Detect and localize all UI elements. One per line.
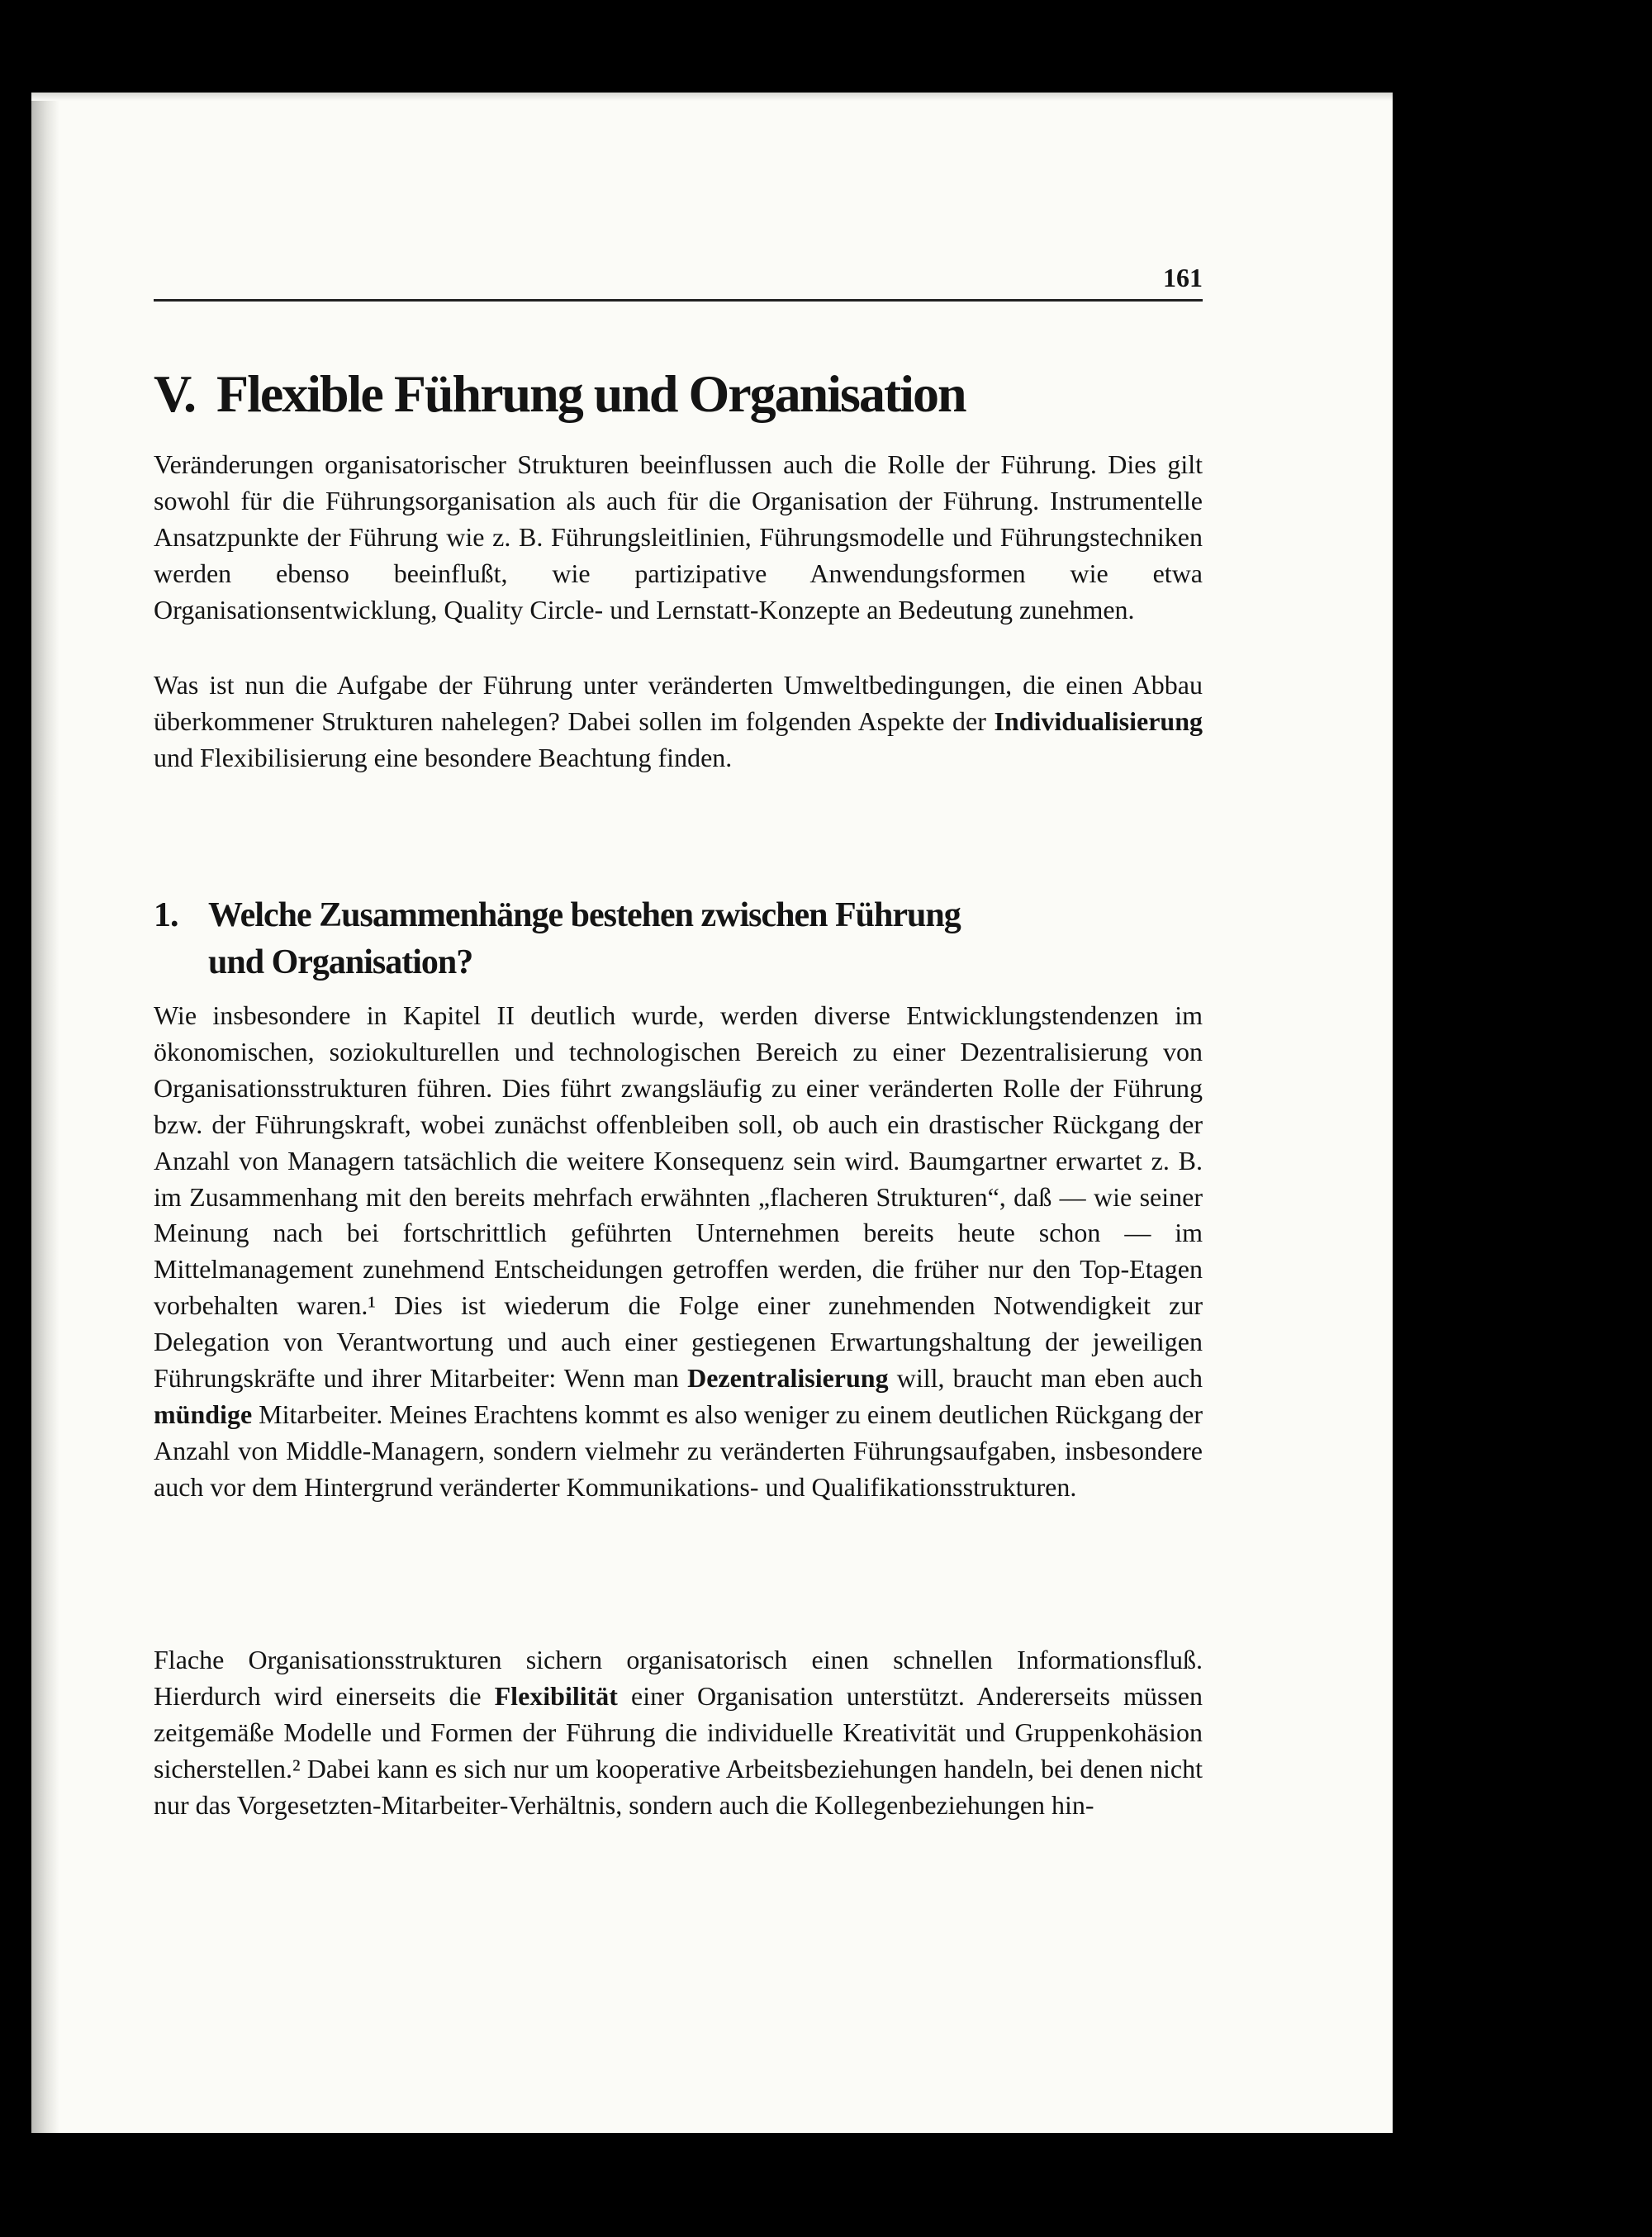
- body-paragraph-1: [154, 998, 1203, 1506]
- text-run: und Flexibilisierung eine besondere Beachtung finden.: [154, 742, 733, 772]
- text-run: einer Organisation unterstützt. Andererseits müssen zeitgemäße Modelle und Formen der Führung die individuelle Kreativität und Gruppenkohäsion sicherstellen.² Dabei kann es sich nur um kooperative Arbeitsbeziehungen handeln, bei denen nicht nur das Vorgesetzten-Mitarbeiter-Verhältnis, sondern auch die Kollegenbeziehungen hin-: [154, 1680, 1203, 1820]
- emphasized-term: Dezentralisierung: [687, 1363, 889, 1394]
- binding-shadow: [31, 93, 59, 2133]
- text-run: will, braucht man eben auch: [888, 1363, 1203, 1394]
- text-run: Veränderungen organisatorischer Strukturen beeinflussen auch die Rolle der Führung. Dies gilt sowohl für die Führungsorganisation als auch für die Organisation der Führung. Instrumentelle Ansatzpunkte der Führung wie z. B. Führungsleitlinien, Führungsmodelle und Führungstechniken werden ebenso beeinflußt, wie partizipative Anwendungsformen wie etwa Organisationsentwicklung, Quality Circle- und Lernstatt-Konzepte an Bedeutung zunehmen.: [154, 449, 1203, 625]
- text-run: Was ist nun die Aufgabe der Führung unter veränderten Umweltbedingungen, die einen Abbau überkommener Strukturen nahelegen? Dabei sollen im folgenden Aspekte der: [154, 670, 1203, 736]
- paper-sheet: [31, 93, 1393, 2133]
- text-run: Flache Organisationsstrukturen sichern organisatorisch einen schnellen Informationsfluß. Hierdurch wird einerseits die: [154, 1645, 1203, 1711]
- top-edge-shadow: [31, 93, 1393, 101]
- intro-paragraph-2: [154, 667, 1203, 777]
- intro-paragraph-1: [154, 447, 1203, 629]
- page-number: 161: [1163, 263, 1203, 292]
- emphasized-term: Flexibilität: [494, 1680, 618, 1711]
- emphasized-term: Individualisierung: [994, 705, 1203, 736]
- section-heading: [154, 892, 961, 986]
- section-title-line-2: und Organisation?: [208, 943, 473, 981]
- text-run: Mitarbeiter. Meines Erachtens kommt es also weniger zu einem deutlichen Rückgang der Anzahl von Middle-Managern, sondern vielmehr zu veränderten Führungsaufgaben, insbesondere auch vor dem Hintergrund veränderter Kommunikations- und Qualifikationsstrukturen.: [154, 1399, 1203, 1502]
- chapter-title: [154, 363, 966, 425]
- chapter-title-text: Flexible Führung und Organisation: [216, 364, 966, 423]
- header-rule: [154, 299, 1203, 302]
- emphasized-term: mündige: [154, 1399, 253, 1429]
- body-paragraph-2: [154, 1642, 1203, 1824]
- section-number: 1.: [154, 896, 178, 934]
- section-title-line-1: Welche Zusammenhänge bestehen zwischen Führung: [208, 896, 961, 934]
- chapter-number: V.: [154, 364, 195, 423]
- text-run: Wie insbesondere in Kapitel II deutlich wurde, werden diverse Entwicklungstendenzen im ökonomischen, soziokulturellen und technologischen Bereich zu einer Dezentralisierung von Organisationsstrukturen führen. Dies führt zwangsläufig zu einer veränderten Rolle der Führung bzw. der Führungskraft, wobei zunächst offenbleiben soll, ob auch ein drastischer Rückgang der Anzahl von Managern tatsächlich die weitere Konsequenz sein wird. Baumgartner erwartet z. B. im Zusammenhang mit den bereits mehrfach erwähnten „flacheren Strukturen“, daß — wie seiner Meinung nach bei fortschrittlich geführten Unternehmen bereits heute schon — im Mittelmanagement zunehmend Entscheidungen getroffen werden, die früher nur den Top-Etagen vorbehalten waren.¹ Dies ist wiederum die Folge einer zunehmenden Notwendigkeit zur Delegation von Verantwortung und auch einer gestiegenen Erwartungshaltung der jeweiligen Führungskräfte und ihrer Mitarbeiter: Wenn man: [154, 1000, 1203, 1394]
